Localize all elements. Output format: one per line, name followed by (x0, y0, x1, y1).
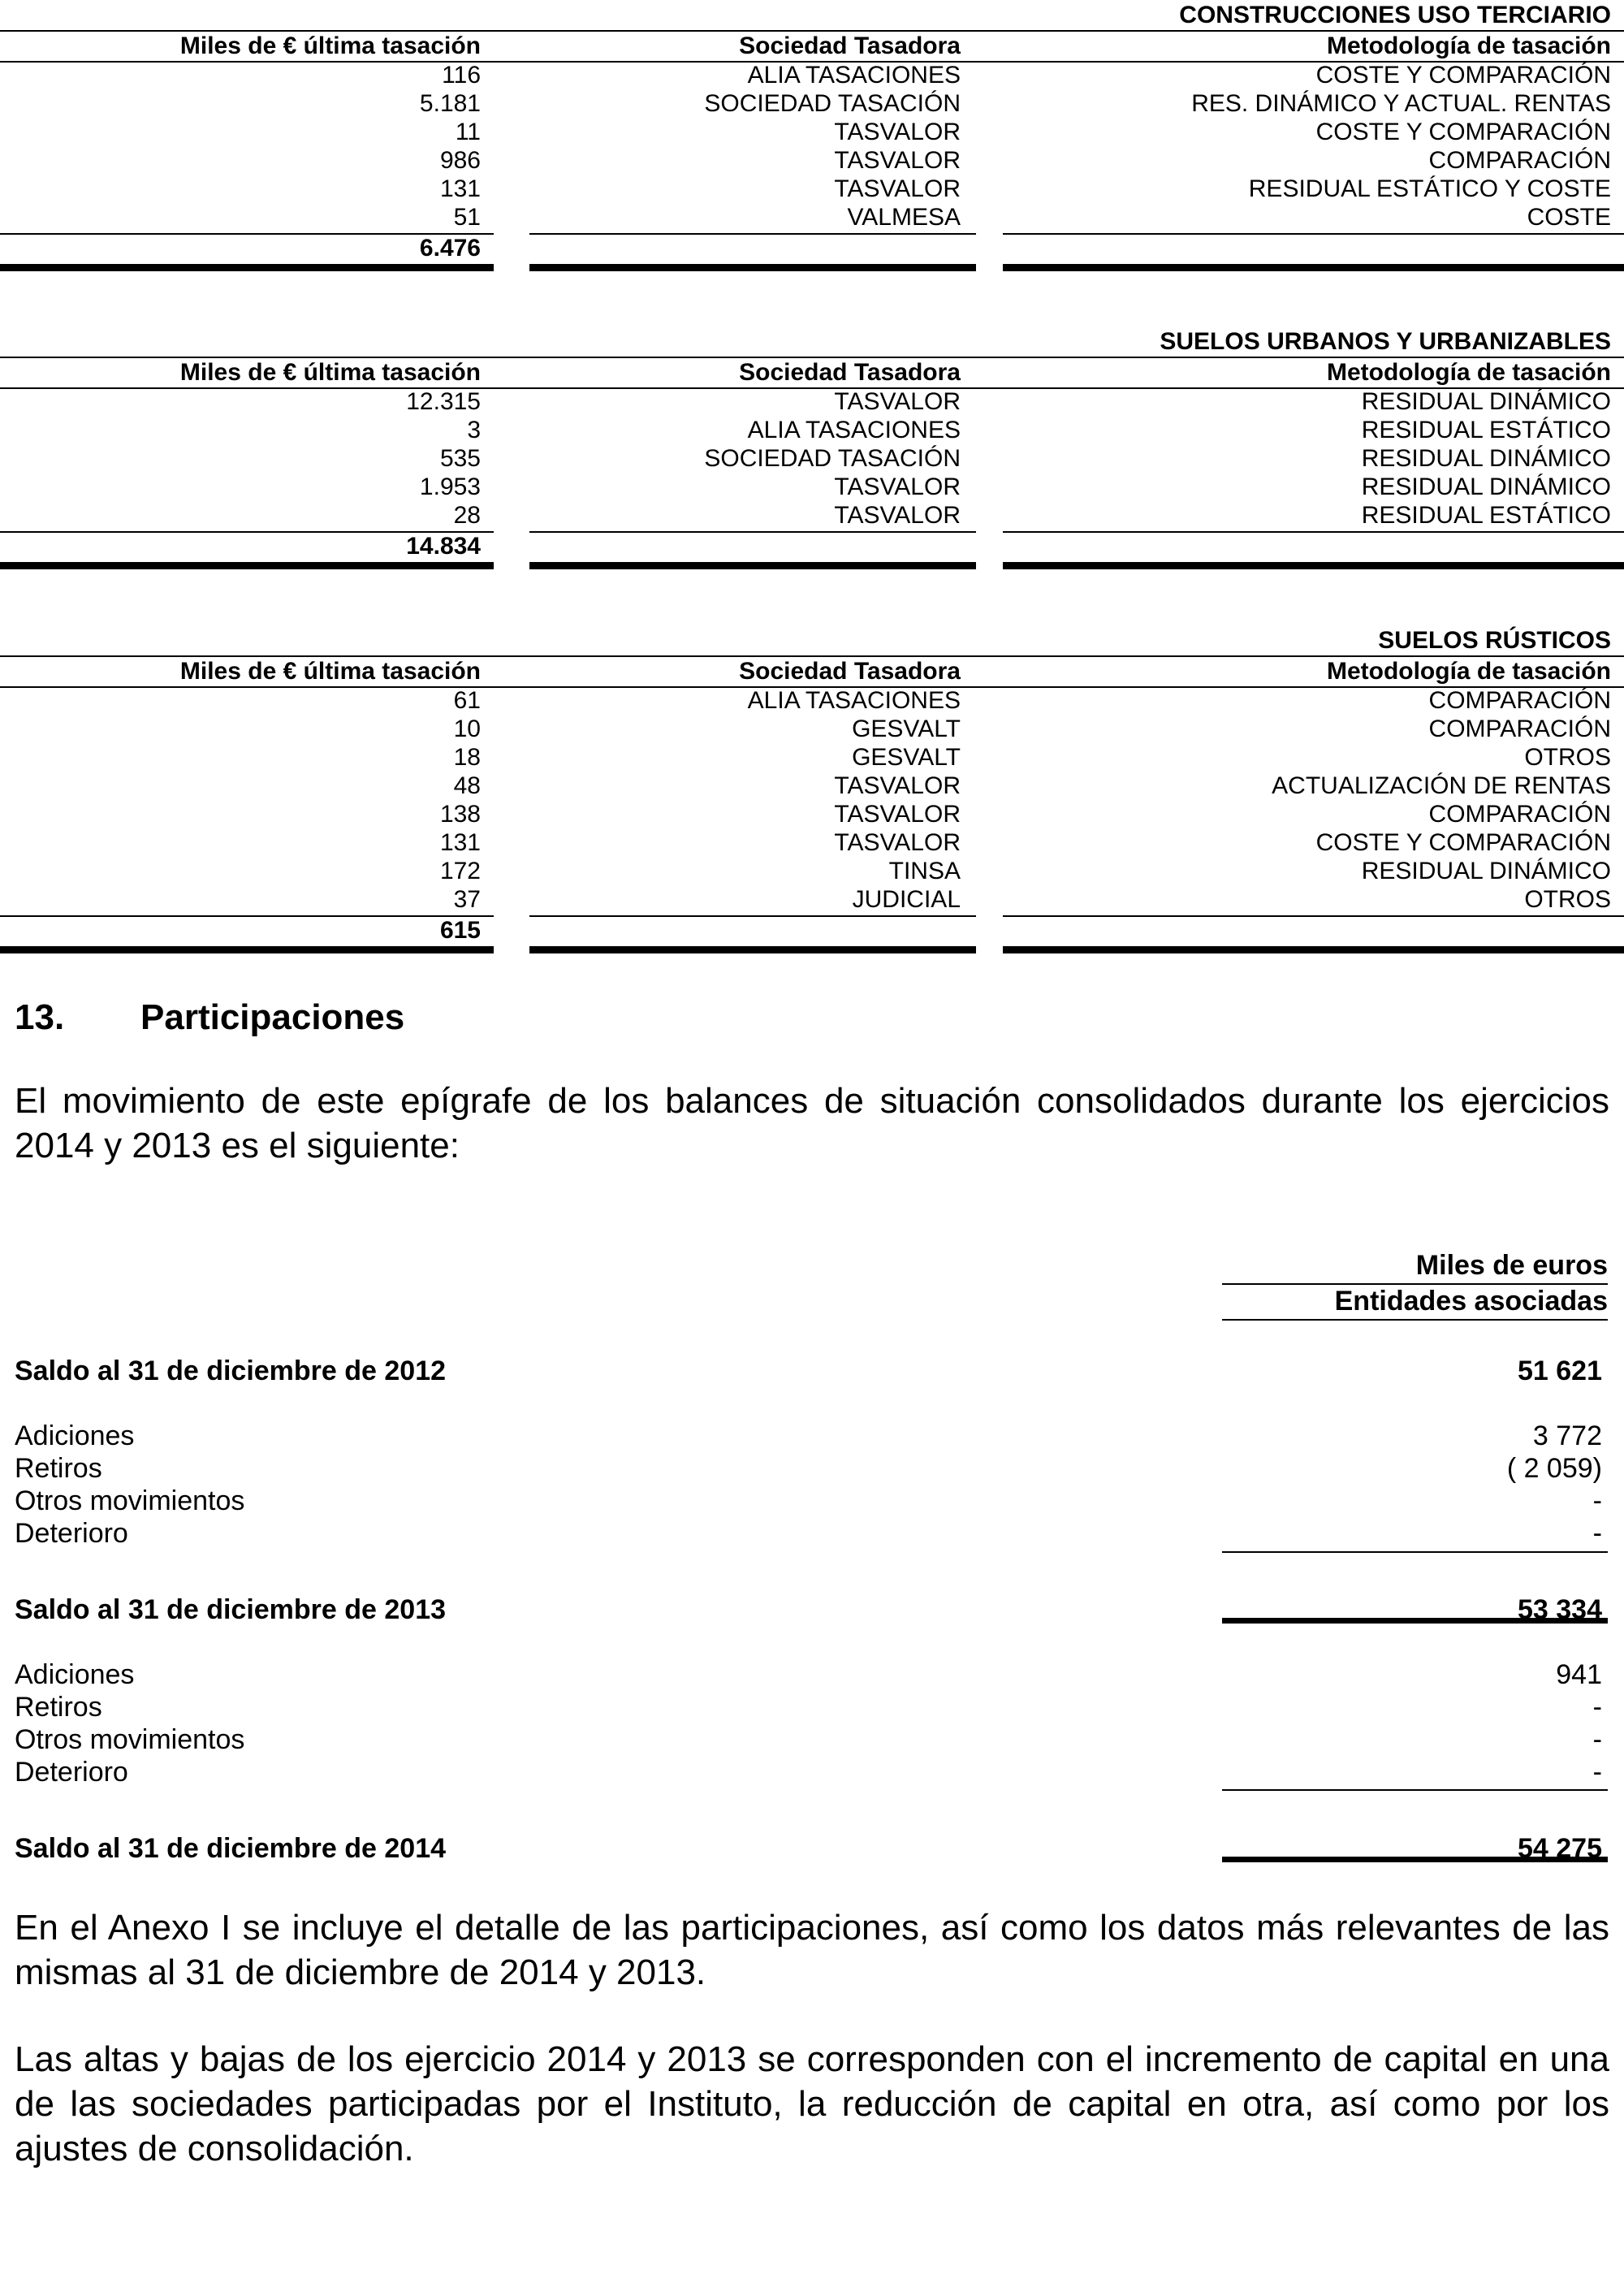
cell-appraiser: TASVALOR (834, 502, 961, 529)
column-header: Miles de € última tasación (179, 359, 481, 386)
table-header-row (0, 657, 1624, 686)
table-title: SUELOS RÚSTICOS (1378, 627, 1611, 654)
cell-value: 61 (453, 687, 481, 714)
total-rule (0, 946, 494, 953)
cell-value: 12.315 (406, 388, 481, 415)
total-rule (529, 562, 976, 569)
row-amount: - (1592, 1757, 1602, 1788)
movement-row (15, 1756, 1602, 1788)
row-label: Saldo al 31 de diciembre de 2013 (15, 1594, 447, 1625)
total-rule (1003, 562, 1624, 569)
row-label: Retiros (15, 1453, 102, 1484)
cell-appraiser: SOCIEDAD TASACIÓN (704, 445, 961, 472)
total-rule (1003, 946, 1624, 953)
row-label: Saldo al 31 de diciembre de 2014 (15, 1833, 447, 1864)
subtotal-rule (1003, 915, 1624, 917)
subtotal-rule (1222, 1789, 1608, 1791)
subtotal-rule (1003, 531, 1624, 533)
cell-method: RESIDUAL ESTÁTICO Y COSTE (1248, 175, 1611, 202)
cell-method: RESIDUAL DINÁMICO (1361, 388, 1611, 415)
row-label: Adiciones (15, 1659, 135, 1690)
table-row (0, 501, 1624, 530)
row-amount: 3 772 (1532, 1420, 1602, 1451)
table-row (0, 61, 1624, 89)
total-rule (0, 264, 494, 271)
column-header: Sociedad Tasadora (739, 32, 961, 59)
cell-method: COMPARACIÓN (1428, 687, 1611, 714)
subtotal-rule (529, 915, 976, 917)
cell-value: 5.181 (419, 90, 481, 117)
cell-appraiser: TASVALOR (834, 772, 961, 799)
table-row (0, 686, 1624, 715)
cell-value: 138 (439, 801, 481, 828)
row-amount: ( 2 059) (1506, 1453, 1602, 1484)
cell-value: 3 (467, 417, 481, 443)
row-amount: 51 621 (1518, 1356, 1602, 1386)
column-header: Sociedad Tasadora (739, 359, 961, 386)
total-rule (0, 562, 494, 569)
cell-value: 986 (439, 147, 481, 174)
cell-appraiser: ALIA TASACIONES (747, 62, 961, 89)
row-amount: 53 334 (1518, 1594, 1602, 1625)
row-amount: - (1592, 1518, 1602, 1549)
total-rule (529, 264, 976, 271)
row-amount: 941 (1556, 1659, 1602, 1690)
cell-method: RESIDUAL DINÁMICO (1361, 445, 1611, 472)
table-row (0, 857, 1624, 885)
column-header: Miles de € última tasación (179, 32, 481, 59)
cell-appraiser: ALIA TASACIONES (747, 687, 961, 714)
movement-row (15, 1691, 1602, 1723)
table-row (0, 416, 1624, 444)
table-total: 6.476 (419, 235, 481, 262)
cell-method: OTROS (1524, 886, 1611, 913)
total-rule (1003, 264, 1624, 271)
table-row (0, 800, 1624, 828)
cell-appraiser: ALIA TASACIONES (747, 417, 961, 443)
subtotal-rule (529, 531, 976, 533)
movement-row (15, 1517, 1602, 1550)
row-label: Saldo al 31 de diciembre de 2012 (15, 1356, 447, 1386)
section-number: 13. (15, 997, 65, 1037)
cell-method: ACTUALIZACIÓN DE RENTAS (1272, 772, 1611, 799)
cell-appraiser: TASVALOR (834, 388, 961, 415)
table-row (0, 89, 1624, 118)
cell-method: COSTE Y COMPARACIÓN (1315, 829, 1611, 856)
table-title: SUELOS URBANOS Y URBANIZABLES (1160, 328, 1611, 355)
row-label: Otros movimientos (15, 1724, 245, 1755)
table-header-row (0, 358, 1624, 387)
row-amount: - (1592, 1692, 1602, 1723)
cell-method: RESIDUAL ESTÁTICO (1361, 417, 1611, 443)
cell-value: 535 (439, 445, 481, 472)
cell-value: 28 (453, 502, 481, 529)
cell-method: RESIDUAL ESTÁTICO (1361, 502, 1611, 529)
column-header: Sociedad Tasadora (739, 658, 961, 685)
cell-value: 51 (453, 204, 481, 231)
column-header: Metodología de tasación (1326, 658, 1611, 685)
table-row (0, 885, 1624, 914)
cell-method: RESIDUAL DINÁMICO (1361, 858, 1611, 884)
cell-value: 18 (453, 744, 481, 771)
table-row (0, 828, 1624, 857)
movement-row (15, 1452, 1602, 1485)
table-row (0, 743, 1624, 772)
cell-appraiser: GESVALT (852, 716, 961, 742)
cell-method: COSTE Y COMPARACIÓN (1315, 119, 1611, 145)
balance-rule (1222, 1618, 1608, 1624)
cell-value: 37 (453, 886, 481, 913)
subtotal-rule (1222, 1551, 1608, 1553)
cell-appraiser: TASVALOR (834, 175, 961, 202)
row-label: Deterioro (15, 1518, 128, 1549)
annex-paragraph: En el Anexo I se incluye el detalle de las participaciones, así como los datos más relevantes de las mismas al 31 de diciembre de 2014 y 2013. (15, 1908, 1609, 1992)
table-row (0, 203, 1624, 231)
movement-row (15, 1420, 1602, 1452)
table-total: 14.834 (406, 533, 481, 560)
changes-paragraph: Las altas y bajas de los ejercicio 2014 y 2013 se corresponden con el incremento de capital en una de las sociedades participadas por el Instituto, la reducción de capital en otra, así como por los ajustes de consolidación. (15, 2039, 1609, 2168)
column-header: Metodología de tasación (1326, 359, 1611, 386)
table-row (0, 146, 1624, 175)
movements-header-entity: Entidades asociadas (1334, 1286, 1608, 1317)
table-row (0, 715, 1624, 743)
row-label: Adiciones (15, 1420, 135, 1451)
cell-value: 11 (455, 119, 481, 145)
cell-value: 172 (439, 858, 481, 884)
row-amount: 54 275 (1518, 1833, 1602, 1864)
cell-value: 1.953 (419, 473, 481, 500)
cell-method: OTROS (1524, 744, 1611, 771)
cell-appraiser: TINSA (888, 858, 961, 884)
subtotal-rule (1003, 233, 1624, 235)
movements-header-units: Miles de euros (1415, 1250, 1608, 1281)
movement-row (15, 1723, 1602, 1756)
table-row (0, 387, 1624, 416)
cell-value: 10 (453, 716, 481, 742)
table-row (0, 175, 1624, 203)
cell-value: 131 (439, 829, 481, 856)
cell-method: COMPARACIÓN (1428, 801, 1611, 828)
row-label: Otros movimientos (15, 1485, 245, 1516)
movement-row (15, 1485, 1602, 1517)
cell-value: 48 (453, 772, 481, 799)
section-heading (15, 996, 404, 1040)
column-header: Metodología de tasación (1326, 32, 1611, 59)
cell-method: COMPARACIÓN (1428, 716, 1611, 742)
balance-rule (1222, 1857, 1608, 1862)
cell-method: COSTE Y COMPARACIÓN (1315, 62, 1611, 89)
balance-row (15, 1355, 1602, 1387)
cell-appraiser: TASVALOR (834, 829, 961, 856)
cell-method: COMPARACIÓN (1428, 147, 1611, 174)
subtotal-rule (529, 233, 976, 235)
intro-paragraph: El movimiento de este epígrafe de los balances de situación consolidados durante los ejercicios 2014 y 2013 es el siguiente: (15, 1081, 1609, 1165)
cell-method: RES. DINÁMICO Y ACTUAL. RENTAS (1191, 90, 1611, 117)
cell-value: 116 (442, 62, 481, 89)
cell-method: RESIDUAL DINÁMICO (1361, 473, 1611, 500)
cell-appraiser: TASVALOR (834, 473, 961, 500)
table-header-row (0, 32, 1624, 61)
row-label: Deterioro (15, 1757, 128, 1788)
row-amount: - (1592, 1485, 1602, 1516)
cell-appraiser: VALMESA (847, 204, 961, 231)
cell-value: 131 (439, 175, 481, 202)
table-row (0, 444, 1624, 473)
row-label: Retiros (15, 1692, 102, 1723)
table-row (0, 118, 1624, 146)
cell-appraiser: JUDICIAL (852, 886, 961, 913)
cell-method: COSTE (1527, 204, 1611, 231)
column-header: Miles de € última tasación (179, 658, 481, 685)
cell-appraiser: SOCIEDAD TASACIÓN (704, 90, 961, 117)
section-title: Participaciones (140, 997, 405, 1037)
table-title: CONSTRUCCIONES USO TERCIARIO (1179, 2, 1611, 28)
cell-appraiser: TASVALOR (834, 147, 961, 174)
header-rule (1222, 1319, 1608, 1321)
table-total: 615 (439, 917, 481, 944)
row-amount: - (1592, 1724, 1602, 1755)
total-rule (529, 946, 976, 953)
movement-row (15, 1658, 1602, 1691)
table-row (0, 772, 1624, 800)
table-row (0, 473, 1624, 501)
cell-appraiser: GESVALT (852, 744, 961, 771)
cell-appraiser: TASVALOR (834, 119, 961, 145)
cell-appraiser: TASVALOR (834, 801, 961, 828)
